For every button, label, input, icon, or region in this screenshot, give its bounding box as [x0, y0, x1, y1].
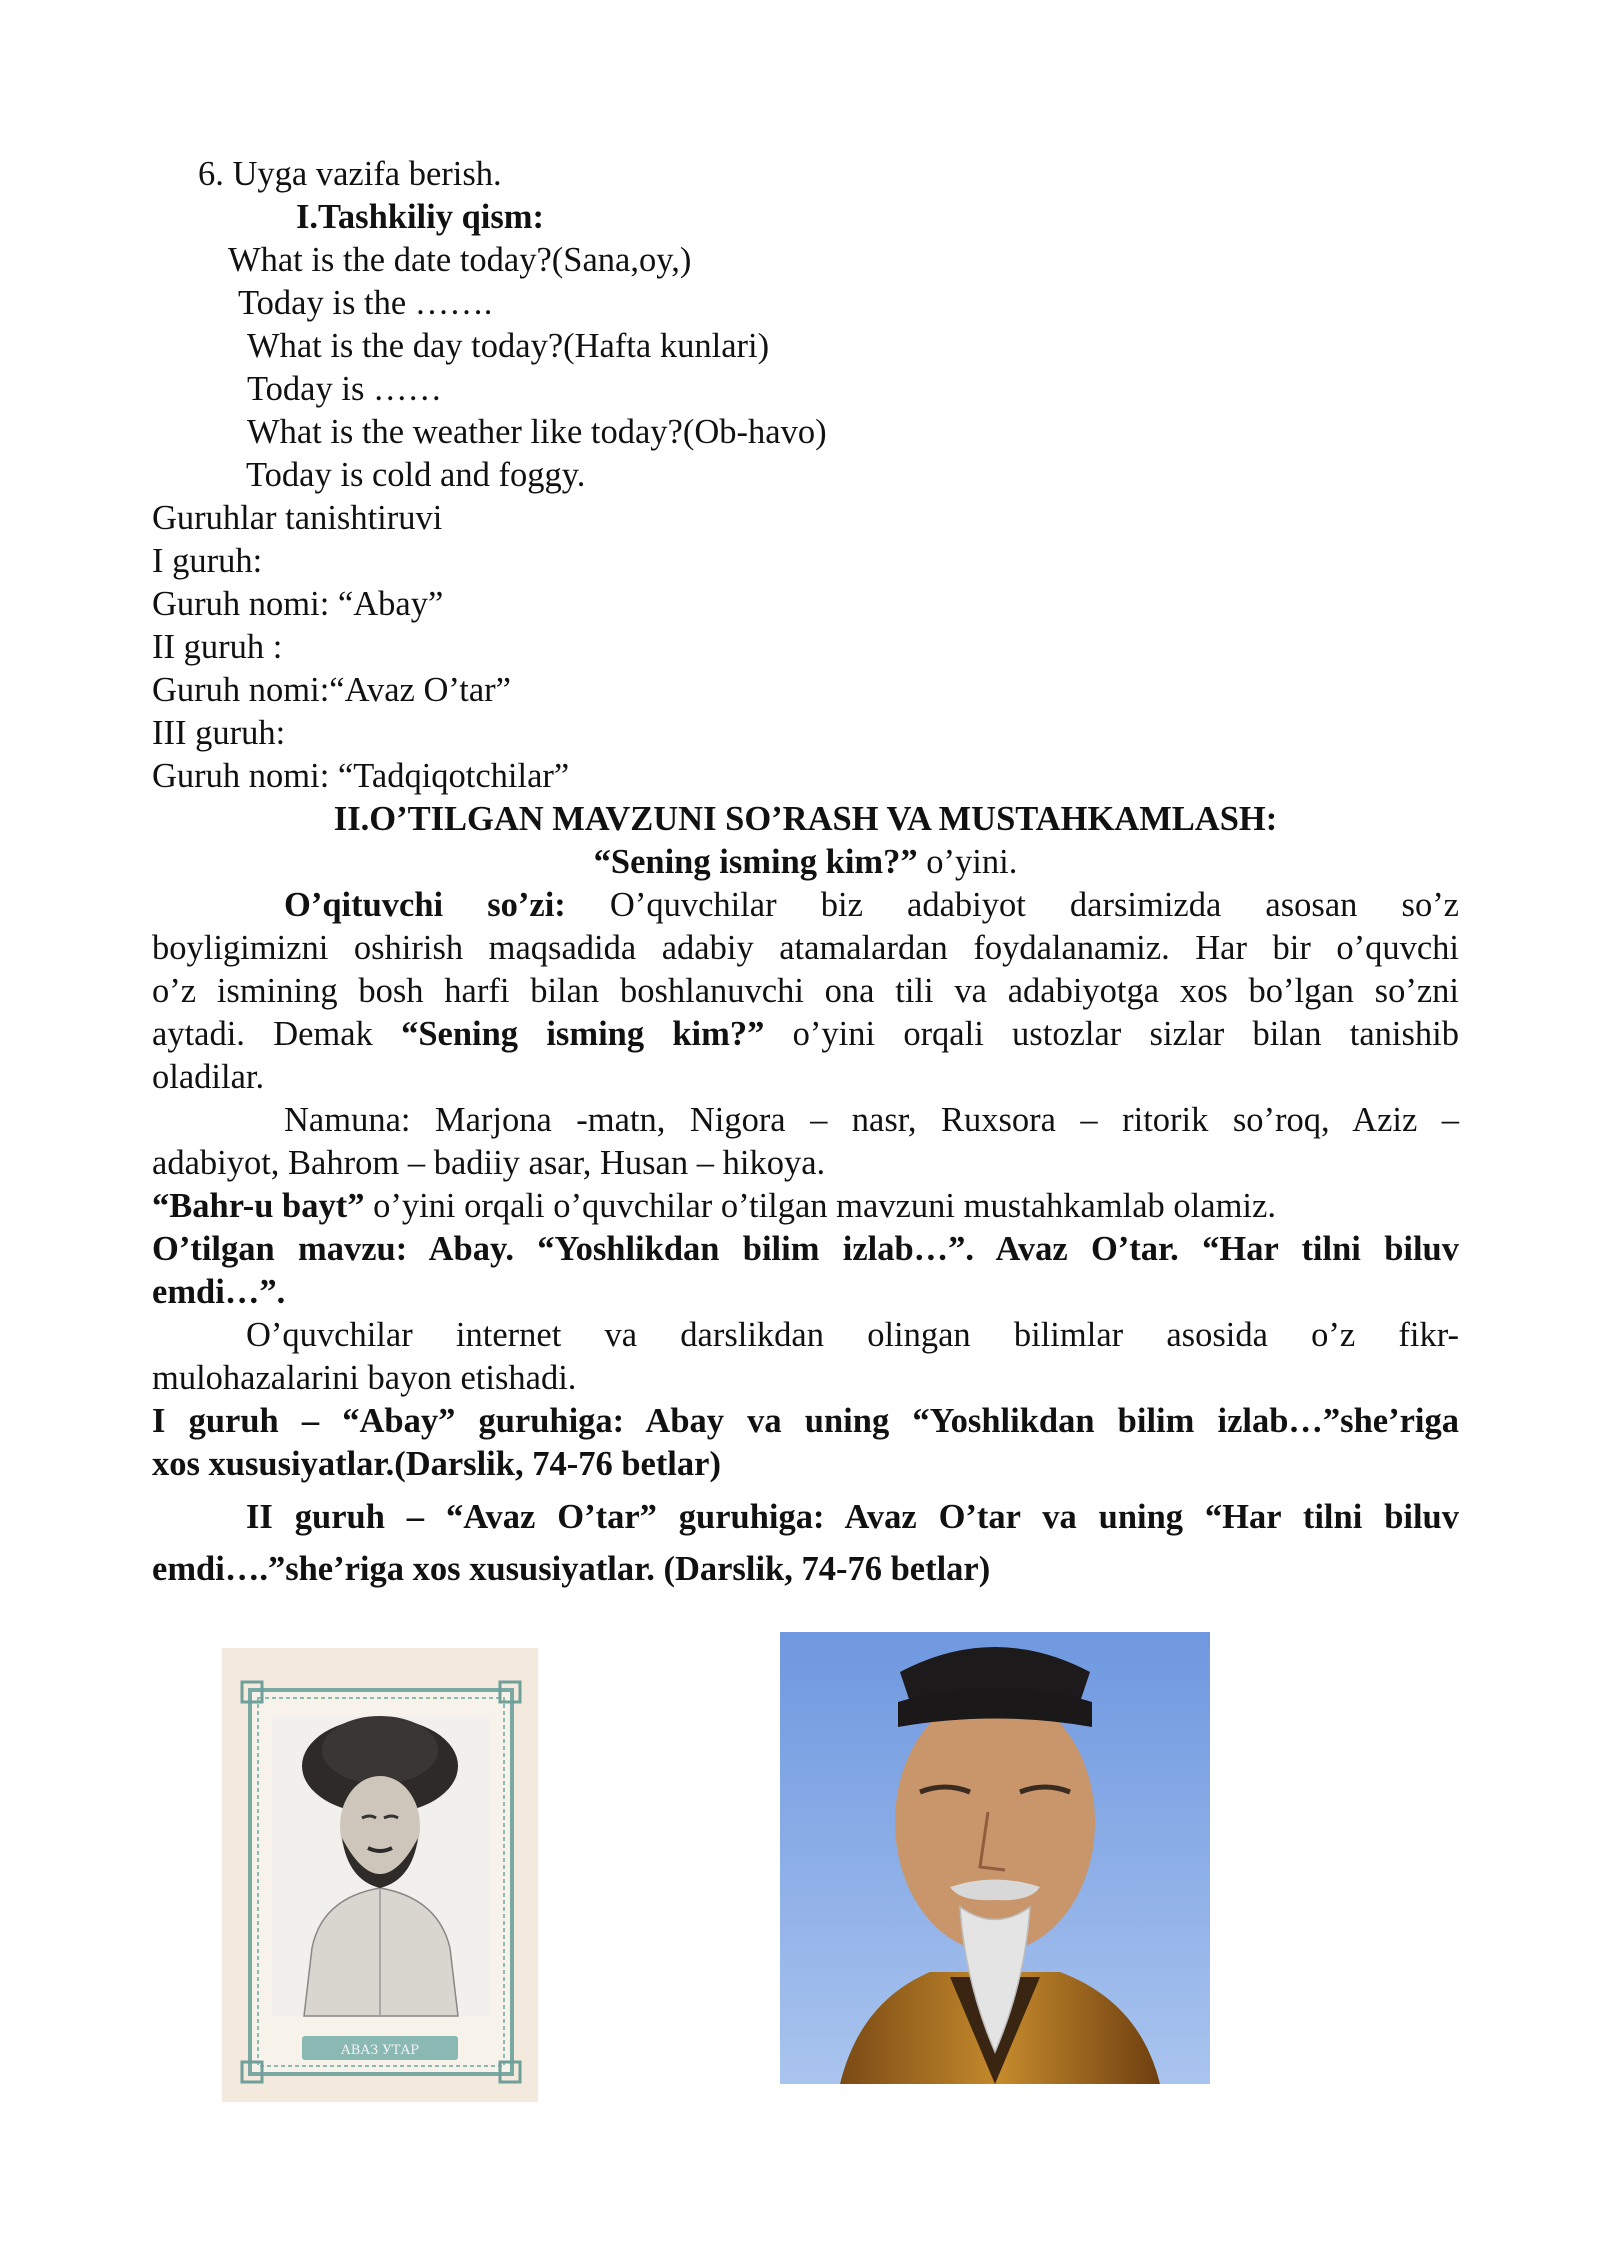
sample-line-1: Namuna: Marjona -matn, Nigora – nasr, Ruxsora – ritorik so’roq, Aziz – [284, 1101, 1459, 1139]
group-3-name: Guruh nomi: “Tadqiqotchilar” [152, 757, 570, 795]
group1-task [152, 1400, 1459, 1486]
portrait-image [780, 1632, 1210, 2084]
teacher-line-2: boyligimizni oshirish maqsadida adabiy atamalardan foydalanamiz. Har bir o’quvchi [152, 929, 1459, 967]
topic-line-2: emdi…”. [152, 1273, 286, 1311]
group1-task-line-1: I guruh – “Abay” guruhiga: Abay va uning “Yoshlikdan bilim izlab…”she’riga [152, 1402, 1459, 1440]
group-1-name: Guruh nomi: “Abay” [152, 585, 444, 623]
students-paragraph [152, 1314, 1459, 1400]
topic-paragraph [152, 1228, 1459, 1314]
section2-title: II.O’TILGAN MAVZUNI SO’RASH VA MUSTAHKAMLASH: [333, 800, 1278, 838]
group2-task-line-1: II guruh – “Avaz O’tar” guruhiga: Avaz O’tar va uning “Har tilni biluv [246, 1498, 1459, 1536]
game-title-rest: o’yini. [917, 843, 1018, 881]
book-cover-image [222, 1648, 538, 2102]
item-6: 6. Uyga vazifa berish. [198, 155, 502, 193]
question-date: What is the date today?(Sana,oy,) [228, 241, 692, 279]
group-1-label: I guruh: [152, 542, 263, 580]
group-3-label: III guruh: [152, 714, 286, 752]
teacher-line-3: o’z ismining bosh harfi bilan boshlanuvchi ona tili va adabiyotga xos bo’lgan so’zni [152, 972, 1459, 1010]
teacher-label: O’qituvchi so’zi: [284, 886, 566, 924]
teacher-line-5: oladilar. [152, 1058, 265, 1096]
book-cover-caption: АВАЗ УТАР [340, 2043, 420, 2058]
book-cover-illustration [222, 1648, 538, 2102]
teacher-line-1: O’qituvchi so’zi: O’quvchilar biz adabiyot darsimizda asosan so’z [284, 886, 1459, 924]
sample-line-2: adabiyot, Bahrom – badiiy asar, Husan – hikoya. [152, 1144, 826, 1182]
question-day: What is the day today?(Hafta kunlari) [247, 327, 770, 365]
group-2-label: II guruh : [152, 628, 283, 666]
group2-task [152, 1491, 1459, 1595]
bahru-line: “Bahr-u bayt” o’yini orqali o’quvchilar o’tilgan mavzuni mustahkamlab olamiz. [152, 1187, 1276, 1225]
teacher-paragraph [152, 884, 1459, 1099]
section1-title: I.Tashkiliy qism: [296, 198, 545, 236]
answer-weather: Today is cold and foggy. [246, 456, 586, 494]
students-line-1: O’quvchilar internet va darslikdan olingan bilimlar asosida o’z fikr- [246, 1316, 1459, 1354]
topic-line-1: O’tilgan mavzu: Abay. “Yoshlikdan bilim izlab…”. Avaz O’tar. “Har tilni biluv [152, 1230, 1459, 1268]
students-line-2: mulohazalarini bayon etishadi. [152, 1359, 577, 1397]
answer-day: Today is …… [247, 370, 442, 408]
group1-task-line-2: xos xususiyatlar.(Darslik, 74-76 betlar) [152, 1445, 721, 1483]
game-title-bold: “Sening isming kim?” [593, 843, 918, 881]
portrait-illustration [780, 1632, 1210, 2084]
groups-intro: Guruhlar tanishtiruvi [152, 499, 443, 537]
teacher-line-4: aytadi. Demak “Sening isming kim?” o’yini orqali ustozlar sizlar bilan tanishib [152, 1015, 1460, 1053]
question-weather: What is the weather like today?(Ob-havo) [247, 413, 827, 451]
game-title [152, 841, 1459, 884]
sample-paragraph [152, 1099, 1459, 1185]
answer-date: Today is the ……. [238, 284, 493, 322]
group-2-name: Guruh nomi:“Avaz O’tar” [152, 671, 511, 709]
group2-task-line-2: emdi….”she’riga xos xususiyatlar. (Darslik, 74-76 betlar) [152, 1550, 991, 1588]
